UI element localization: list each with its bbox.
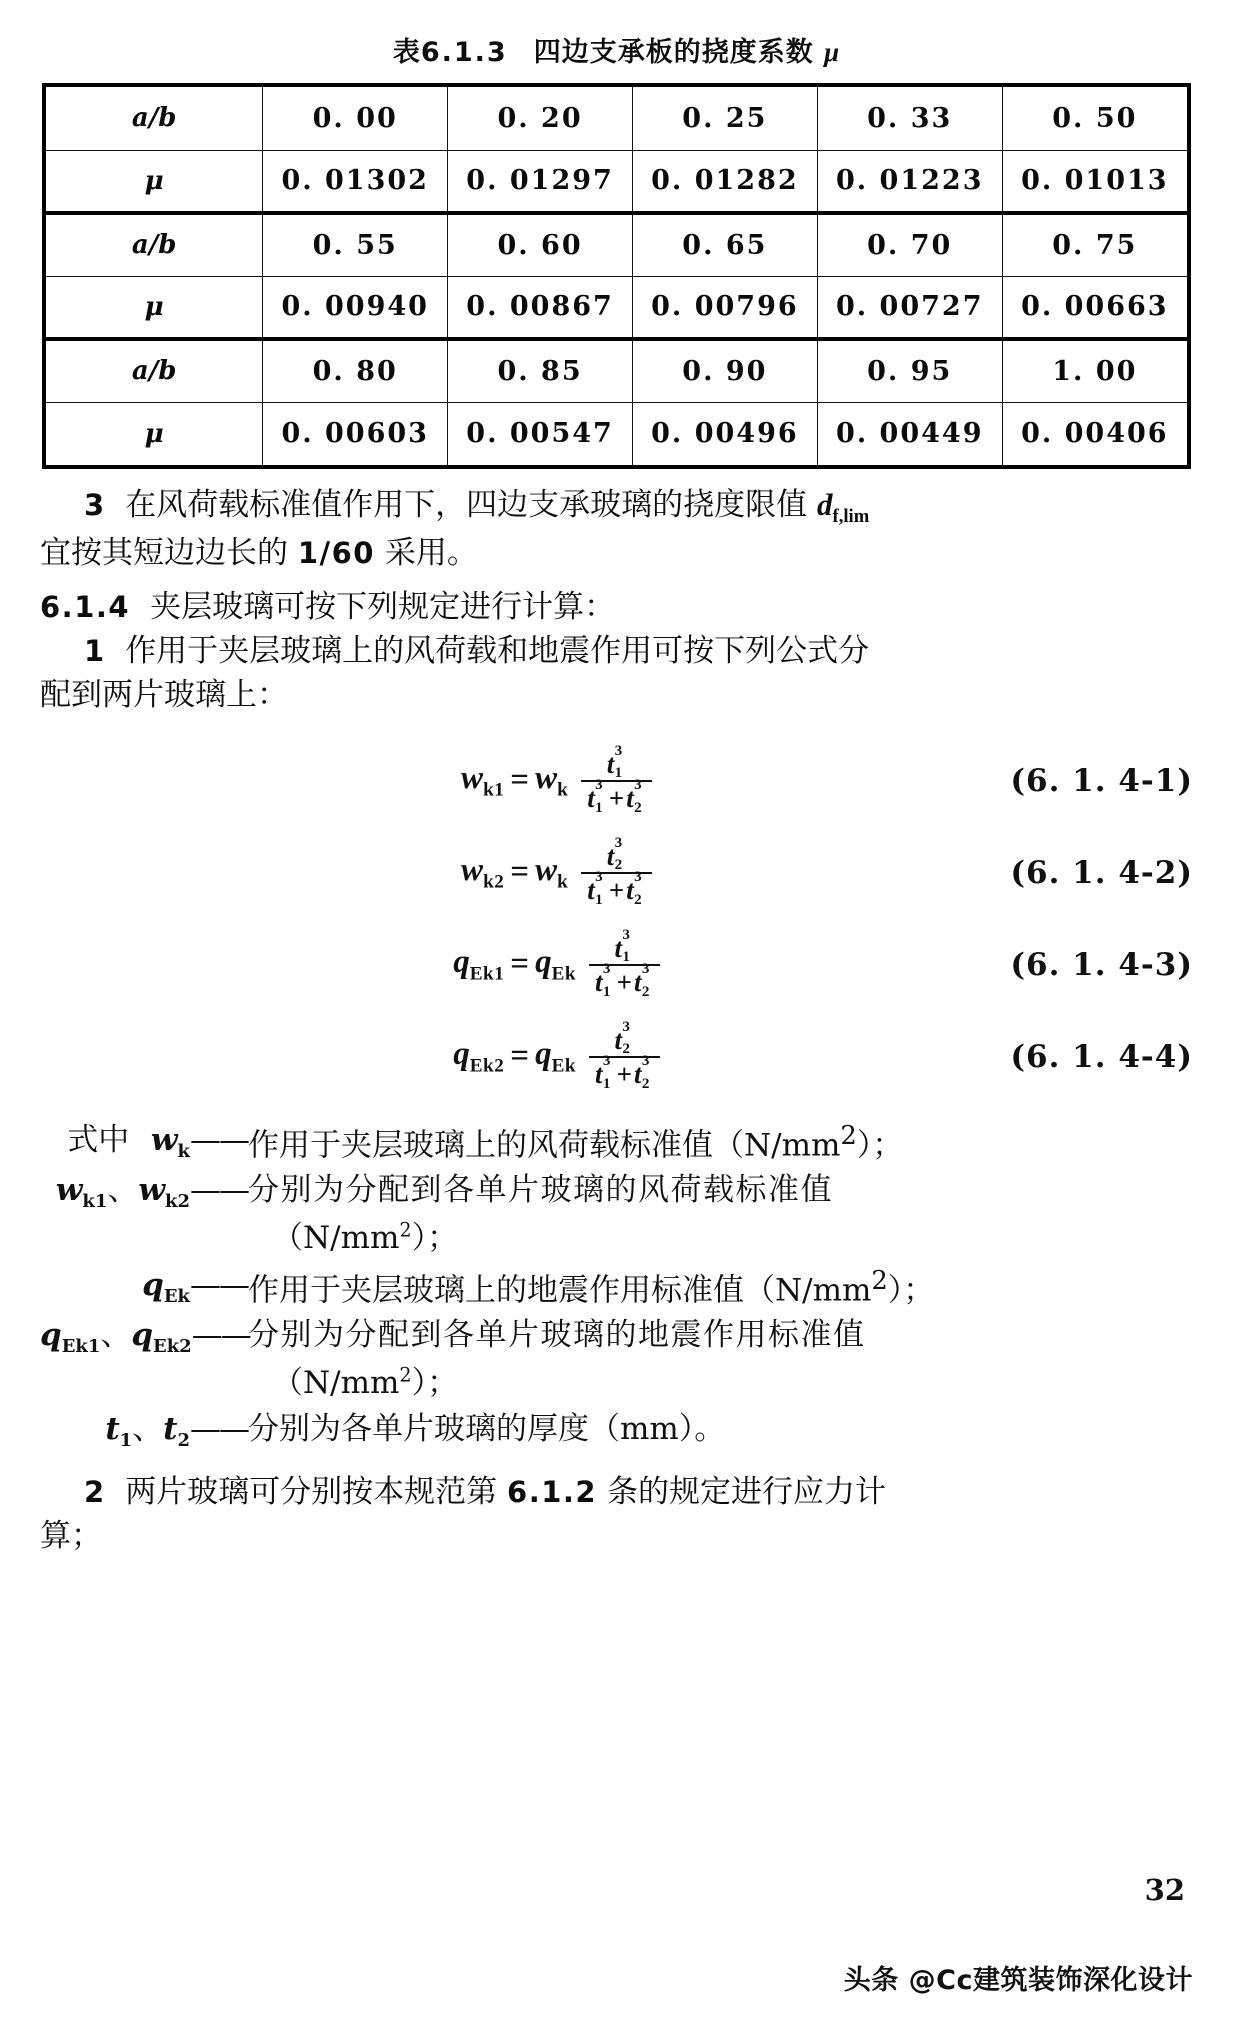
symbol-definitions (40, 1119, 1193, 1455)
row-label-ratio: a/b (46, 213, 263, 276)
clause-reference: 6.1.2 (507, 1475, 598, 1510)
equation-number: (6. 1. 4-4) (1010, 1038, 1193, 1075)
paragraph-item-3 (40, 483, 1193, 531)
definition-text: 分别为分配到各单片玻璃的风荷载标准值 (248, 1171, 833, 1208)
table-cell: 0. 80 (263, 339, 448, 402)
table-cell: 0. 90 (632, 339, 817, 402)
definition-t1-t2 (40, 1408, 1193, 1454)
table-cell: 0. 95 (817, 339, 1002, 402)
fraction-denominator: t 1 3 +t 2 3 (589, 1056, 660, 1088)
item-number: 3 (84, 488, 106, 522)
table-row (46, 339, 1187, 402)
definition-text: 分别为各单片玻璃的厚度（mm）。 (248, 1411, 726, 1448)
table-cell: 0. 55 (263, 213, 448, 276)
paragraph-item-2-cont (40, 1514, 1193, 1558)
table-cell: 0. 01297 (448, 150, 633, 213)
fraction-denominator: t 1 3 +t 2 3 (589, 964, 660, 996)
table-cell: 0. 01302 (263, 150, 448, 213)
fraction (581, 742, 652, 816)
table-cell: 0. 00663 (1002, 276, 1187, 339)
table-row (46, 402, 1187, 465)
definition-symbol: $q_{Ek1}$、$q_{Ek2}——$ (40, 1316, 250, 1357)
row-label-mu: μ (46, 150, 263, 213)
paragraph-item-1 (40, 629, 1193, 673)
fraction-1-60: 1/60 (297, 535, 375, 570)
definition-q-ek1-ek2 (40, 1314, 1193, 1360)
equals-sign: = (510, 1038, 530, 1075)
table-cell: 0. 70 (817, 213, 1002, 276)
table-cell: 0. 00449 (817, 402, 1002, 465)
table-cell: 0. 00727 (817, 276, 1002, 339)
definition-unit-line: $(N/mm^2)$； (272, 1218, 459, 1256)
definition-symbol: $q_{Ek}——$ (142, 1266, 248, 1307)
formula-list (0, 735, 1233, 1103)
clause-number: 6.1.4 (40, 589, 131, 624)
item-number: 2 (84, 1475, 106, 1510)
fraction (589, 1018, 660, 1092)
item-2-text-a: 两片玻璃可分别按本规范第 (125, 1474, 498, 1511)
item-2-text-b: 条的规定进行应力计 (606, 1474, 886, 1511)
formula-6-1-4-1 (40, 735, 1193, 827)
table-row (46, 150, 1187, 213)
table-cell: 0. 00867 (448, 276, 633, 339)
table-title-text: 四边支承板的挠度系数 (533, 37, 814, 68)
item-3-text-c: 采用。 (384, 534, 478, 571)
equals-sign: = (510, 946, 530, 983)
table-cell: 0. 85 (448, 339, 633, 402)
definition-w-k1-k2 (40, 1169, 1193, 1215)
definition-q-ek (40, 1264, 1193, 1312)
table-row (46, 276, 1187, 339)
table-title (0, 0, 1233, 83)
table-cell: 0. 01282 (632, 150, 817, 213)
fraction-numerator: t 1 3 (606, 742, 623, 782)
table-cell: 0. 00496 (632, 402, 817, 465)
table-cell: 0. 33 (817, 87, 1002, 150)
table-cell: 0. 00547 (448, 402, 633, 465)
table-title-symbol: μ (824, 37, 841, 67)
equation-number: (6. 1. 4-2) (1010, 854, 1193, 891)
paragraph-item-2 (40, 1470, 1193, 1514)
table-cell: 0. 50 (1002, 87, 1187, 150)
paragraph-item-1-cont (40, 673, 1193, 717)
table-cell: 0. 00603 (263, 402, 448, 465)
fraction-denominator: t 1 3 +t 2 3 (581, 780, 652, 812)
equation-number: (6. 1. 4-1) (1010, 762, 1193, 799)
formula-6-1-4-2 (40, 827, 1193, 919)
fraction-denominator: t 1 3 +t 2 3 (581, 872, 652, 904)
page-number: 32 (1144, 1873, 1185, 1907)
table-cell: 0. 60 (448, 213, 633, 276)
item-1-text-b: 配到两片玻璃上： (40, 676, 288, 713)
equals-sign: = (510, 762, 530, 799)
fraction (589, 926, 660, 1000)
row-label-mu: μ (46, 276, 263, 339)
formula-rhs: $w_k$ (535, 851, 569, 893)
formula-lhs: $w_{k2}$ (461, 851, 505, 893)
table-cell: 0. 65 (632, 213, 817, 276)
table-cell: 0. 75 (1002, 213, 1187, 276)
item-2-text-c: 算； (40, 1518, 102, 1555)
table-cell: 0. 00 (263, 87, 448, 150)
table-cell: 0. 25 (632, 87, 817, 150)
formula-lhs: $q_{Ek1}$ (453, 943, 505, 985)
formula-rhs: $q_{Ek}$ (535, 943, 576, 985)
formula-6-1-4-4 (40, 1011, 1193, 1103)
definition-w-k (40, 1119, 1193, 1167)
fraction-numerator: t 2 3 (606, 834, 623, 874)
formula-rhs: $q_{Ek}$ (535, 1035, 576, 1077)
item-3-text-b: 宜按其短边边长的 (40, 534, 288, 571)
definition-unit-line: $(N/mm^2)$； (272, 1363, 459, 1401)
formula-rhs: $w_k$ (535, 759, 569, 801)
table-row (46, 87, 1187, 150)
fraction (581, 834, 652, 908)
definition-text: 作用于夹层玻璃上的地震作用标准值$(N/mm^2)$； (248, 1265, 935, 1308)
body-text-item-2 (40, 1470, 1193, 1558)
table-cell: 0. 20 (448, 87, 633, 150)
body-text (40, 483, 1193, 717)
deflection-coefficient-table (42, 83, 1191, 469)
table-title-number: 6.1.3 (420, 37, 508, 68)
table-cell: 0. 01013 (1002, 150, 1187, 213)
fraction-numerator: t 1 3 (614, 926, 630, 966)
item-number: 1 (84, 633, 106, 668)
table-cell: 0. 00406 (1002, 402, 1187, 465)
definition-text: 作用于夹层玻璃上的风荷载标准值$(N/mm^2)$； (248, 1120, 904, 1163)
equation-number: (6. 1. 4-3) (1010, 946, 1193, 983)
fraction-numerator: t 2 3 (614, 1018, 630, 1058)
table-cell: 0. 01223 (817, 150, 1002, 213)
formula-6-1-4-3 (40, 919, 1193, 1011)
table-title-prefix: 表 (392, 37, 421, 68)
equals-sign: = (510, 854, 530, 891)
formula-lhs: $q_{Ek2}$ (453, 1035, 505, 1077)
item-3-text-a: 在风荷载标准值作用下，四边支承玻璃的挠度限值 (125, 487, 808, 523)
definition-text: 分别为分配到各单片玻璃的地震作用标准值 (248, 1316, 866, 1353)
clause-614-text: 夹层玻璃可按下列规定进行计算： (150, 588, 616, 625)
watermark: 头条 @Cc建筑装饰深化设计 (843, 1965, 1193, 1996)
table-row (46, 213, 1187, 276)
definition-symbol: $t_1$、$t_2——$ (105, 1411, 248, 1452)
row-label-ratio: a/b (46, 87, 263, 150)
table-cell: 0. 00940 (263, 276, 448, 339)
paragraph-clause-6-1-4 (40, 585, 1193, 629)
row-label-ratio: a/b (46, 339, 263, 402)
definition-symbol: $w_{k1}$、$w_{k2}——$ (55, 1171, 248, 1212)
item-1-text-a: 作用于夹层玻璃上的风荷载和地震作用可按下列公式分 (125, 632, 870, 669)
table-cell: 0. 00796 (632, 276, 817, 339)
table-cell: 1. 00 (1002, 339, 1187, 402)
row-label-mu: μ (46, 402, 263, 465)
formula-lhs: $w_{k1}$ (461, 759, 505, 801)
definition-symbol: 式中 $w_k——$ (67, 1121, 248, 1162)
paragraph-item-3-cont (40, 531, 1193, 575)
symbol-d-f-lim: $d_{f,lim}$ (817, 487, 870, 528)
